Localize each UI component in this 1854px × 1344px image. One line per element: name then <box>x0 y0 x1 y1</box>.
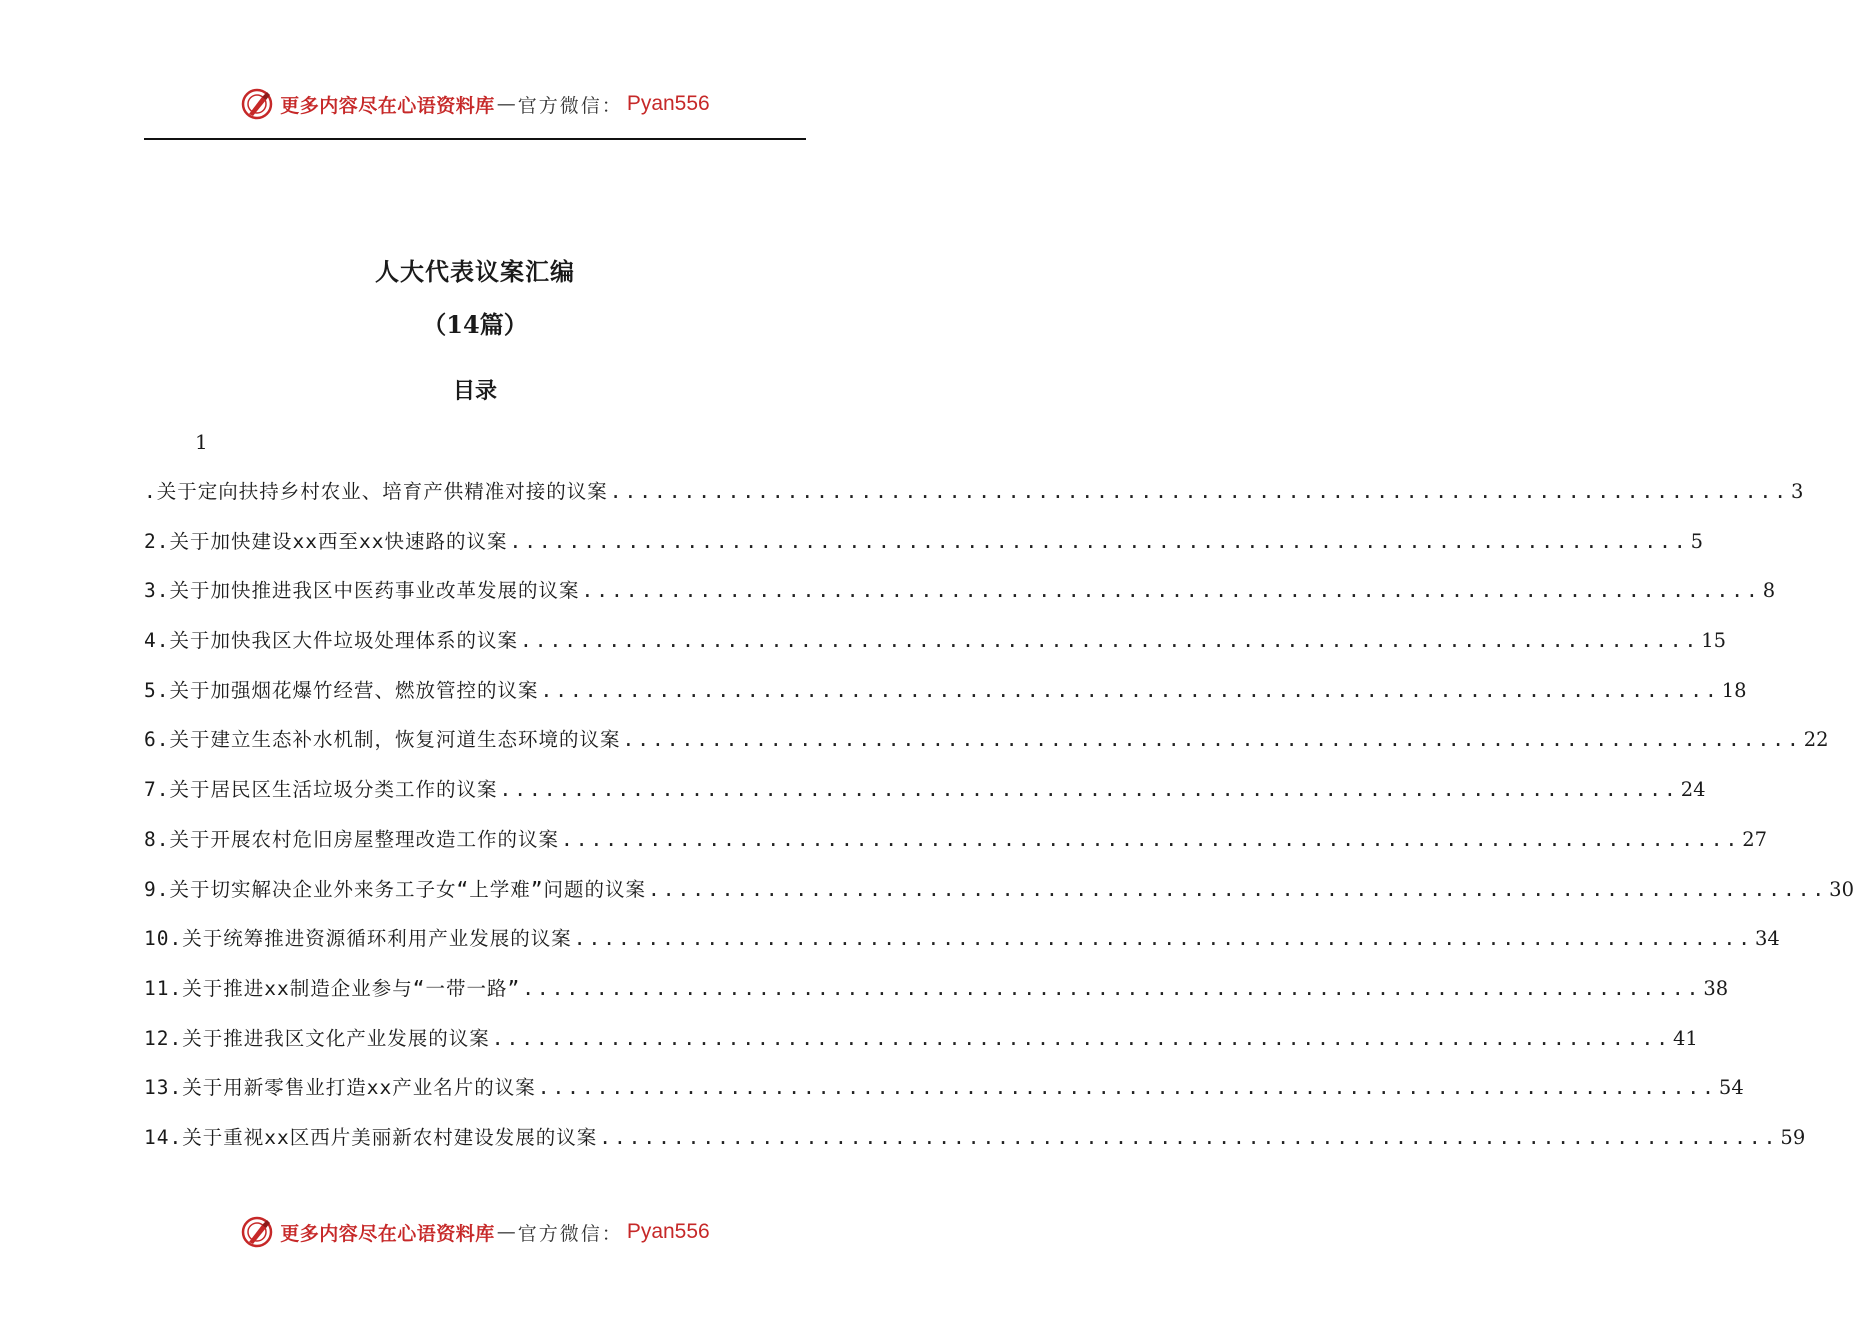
banner-wechat-id: Pyan556 <box>626 92 710 115</box>
toc-dot-leader: ................................................................................ <box>522 976 1702 1000</box>
toc-dot-leader: ................................................................................ <box>560 827 1741 851</box>
toc-dot-leader: ................................................................................ <box>647 877 1828 901</box>
toc-dot-leader: ................................................................................ <box>509 529 1689 553</box>
toc-entry-page: 59 <box>1780 1125 1806 1149</box>
toc-entry-page: 5 <box>1690 529 1704 553</box>
toc-entry-page: 41 <box>1672 1026 1698 1050</box>
toc-dot-leader: ................................................................................ <box>537 1076 1717 1100</box>
toc-entry-title: 8.关于开展农村危旧房屋整理改造工作的议案 <box>144 827 559 851</box>
toc-dot-leader: ................................................................................ <box>581 579 1761 603</box>
toc-entry-title: 9.关于切实解决企业外来务工子女“上学难”问题的议案 <box>144 877 646 901</box>
toc-entry-title: 6.关于建立生态补水机制，恢复河道生态环境的议案 <box>144 728 621 752</box>
toc-entry-page: 18 <box>1721 678 1747 702</box>
toc-entry-title: 5.关于加强烟花爆竹经营、燃放管控的议案 <box>144 678 539 702</box>
toc-entry-page: 38 <box>1703 976 1729 1000</box>
toc-entry-title: 10.关于统筹推进资源循环利用产业发展的议案 <box>144 927 572 951</box>
toc-entry-page: 8 <box>1762 579 1776 603</box>
footer-banner <box>0 1212 950 1252</box>
fountain-pen-logo-icon <box>240 87 274 121</box>
toc-entry[interactable] <box>144 675 1747 725</box>
banner-wechat-label: 官方微信： <box>517 94 623 117</box>
banner-dash: — <box>496 93 516 115</box>
toc-entry[interactable] <box>144 923 1780 973</box>
toc-entry-title: .关于定向扶持乡村农业、培育产供精准对接的议案 <box>144 480 608 503</box>
toc-entry[interactable] <box>144 625 1727 675</box>
banner-brand-text: 更多内容尽在心语资料库 <box>280 94 495 117</box>
toc-entry-title: 3.关于加快推进我区中医药事业改革发展的议案 <box>144 579 580 603</box>
toc-entry-page: 3 <box>1790 480 1804 503</box>
document-subtitle: （14篇） <box>422 310 528 339</box>
toc-entry-page: 22 <box>1803 728 1829 752</box>
toc-entry[interactable] <box>144 774 1706 824</box>
toc-entry-page: 34 <box>1754 927 1780 951</box>
toc-dot-leader: ................................................................................ <box>491 1026 1671 1050</box>
toc-dot-leader: ................................................................................ <box>499 778 1679 802</box>
toc-dot-leader: ................................................................................ <box>599 1125 1779 1149</box>
toc-entry[interactable] <box>144 973 1729 1023</box>
toc-entry-page: 30 <box>1829 877 1854 901</box>
toc-entry[interactable] <box>144 824 1768 874</box>
toc-entry-title: 14.关于重视xx区西片美丽新农村建设发展的议案 <box>144 1125 598 1149</box>
toc-stray-number: 1 <box>195 430 208 454</box>
header-divider <box>144 138 806 140</box>
toc-dot-leader: ................................................................................ <box>519 629 1700 653</box>
toc-entry-page: 24 <box>1680 778 1706 802</box>
toc-entry[interactable] <box>144 526 1704 576</box>
toc-entry[interactable] <box>144 1122 1806 1172</box>
toc-dot-leader: ................................................................................ <box>622 728 1802 752</box>
banner-brand-text: 更多内容尽在心语资料库 <box>280 1222 495 1245</box>
header-banner <box>0 84 950 124</box>
banner-dash: — <box>496 1221 516 1243</box>
banner-wechat-id: Pyan556 <box>626 1220 710 1243</box>
banner-wechat-label: 官方微信： <box>517 1222 623 1245</box>
table-of-contents <box>144 476 1854 1172</box>
toc-entry-title: 11.关于推进xx制造企业参与“一带一路” <box>144 976 521 1000</box>
fountain-pen-logo-icon <box>240 1215 274 1249</box>
toc-entry-title: 4.关于加快我区大件垃圾处理体系的议案 <box>144 629 518 653</box>
toc-entry-page: 15 <box>1701 629 1727 653</box>
toc-dot-leader: ................................................................................ <box>573 927 1753 951</box>
toc-heading: 目录 <box>452 378 497 404</box>
toc-entry-title: 12.关于推进我区文化产业发展的议案 <box>144 1026 490 1050</box>
toc-entry[interactable] <box>144 575 1776 625</box>
toc-entry[interactable] <box>144 1023 1698 1073</box>
document-title: 人大代表议案汇编 <box>375 257 575 286</box>
toc-dot-leader: ................................................................................ <box>540 678 1720 702</box>
toc-entry[interactable] <box>144 724 1829 774</box>
toc-entry[interactable] <box>144 476 1804 526</box>
toc-entry-page: 27 <box>1742 827 1768 851</box>
toc-entry-title: 7.关于居民区生活垃圾分类工作的议案 <box>144 778 498 802</box>
toc-entry-title: 13.关于用新零售业打造xx产业名片的议案 <box>144 1076 536 1100</box>
toc-entry-page: 54 <box>1718 1076 1744 1100</box>
toc-entry[interactable] <box>144 874 1854 924</box>
toc-entry[interactable] <box>144 1072 1744 1122</box>
toc-entry-title: 2.关于加快建设xx西至xx快速路的议案 <box>144 529 508 553</box>
toc-dot-leader: ................................................................................ <box>609 480 1789 503</box>
